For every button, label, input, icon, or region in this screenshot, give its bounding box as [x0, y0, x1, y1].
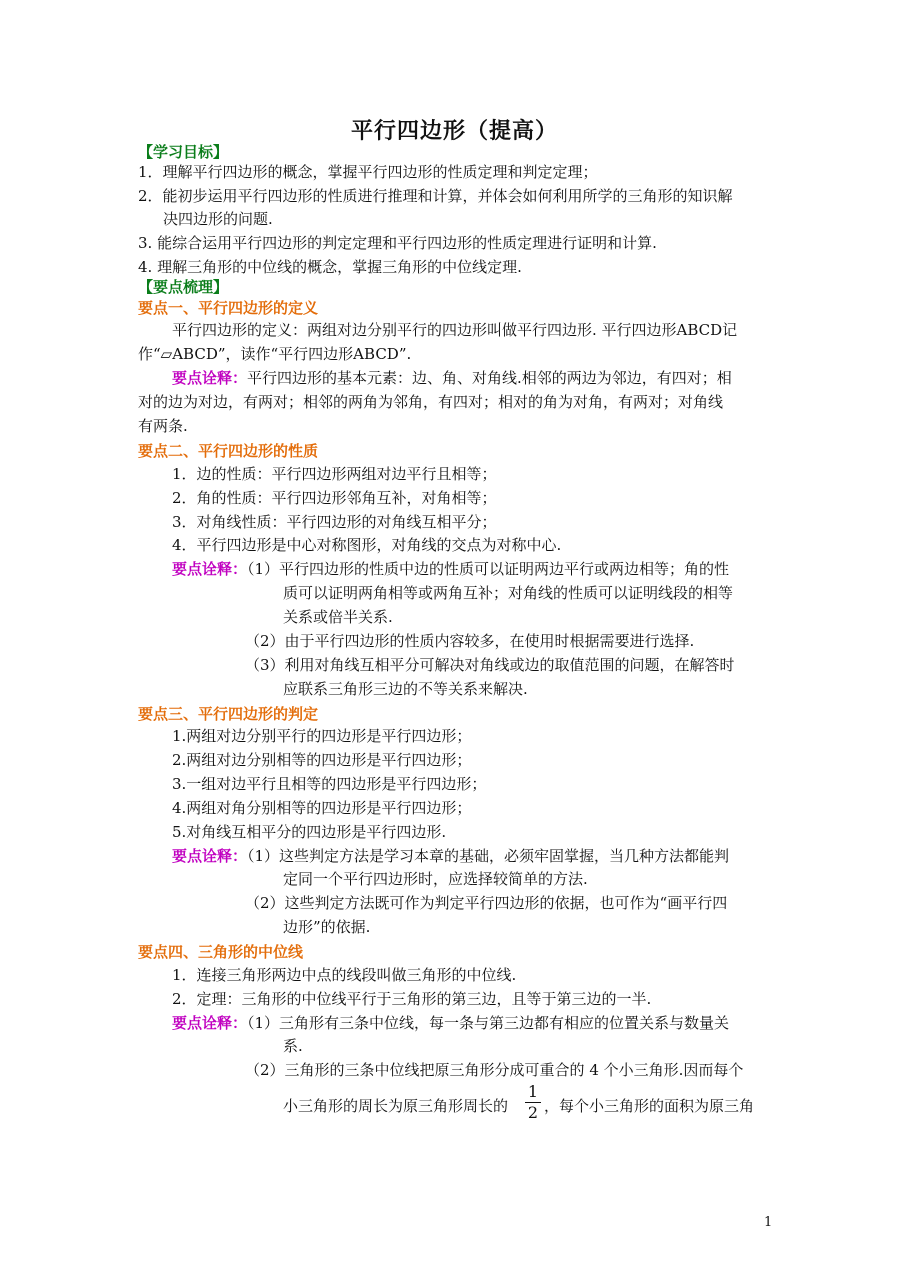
page-title: 平行四边形（提高） — [350, 118, 558, 144]
page-number: 1 — [764, 1215, 773, 1230]
note-text: 系. — [283, 1037, 303, 1055]
list-item: 2．角的性质：平行四边形邻角互补，对角相等； — [172, 489, 497, 507]
note-text: （3）利用对角线互相平分可解决对角线或边的取值范围的问题，在解答时 — [245, 656, 735, 674]
note-label: 要点诠释： — [172, 560, 248, 578]
note-text: 小三角形的周长为原三角形周长的 — [283, 1097, 509, 1115]
note-text: 平行四边形的基本元素：边、角、对角线.相邻的两边为邻边，有四对；相 — [247, 369, 732, 387]
note-text: （2）三角形的三条中位线把原三角形分成可重合的 4 个小三角形.因而每个 — [245, 1061, 744, 1079]
points-heading: 【要点梳理】 — [138, 278, 229, 296]
note-text: （1）这些判定方法是学习本章的基础，必须牢固掌握，当几种方法都能判 — [247, 847, 730, 865]
definition-text: 作“▱ABCD”，读作“平行四边形ABCD”. — [138, 345, 412, 363]
list-item: 5.对角线互相平分的四边形是平行四边形. — [172, 823, 447, 841]
list-item: 4.两组对角分别相等的四边形是平行四边形； — [172, 799, 472, 817]
fraction-denominator: 2 — [527, 1103, 539, 1122]
note-text: 有两条. — [138, 417, 188, 435]
goals-heading: 【学习目标】 — [138, 143, 229, 161]
list-item: 3.一组对边平行且相等的四边形是平行四边形； — [172, 775, 487, 793]
note-text: ，每个小三角形的面积为原三角 — [544, 1097, 755, 1115]
note-text: 应联系三角形三边的不等关系来解决. — [283, 680, 528, 698]
goal-item-continuation: 决四边形的问题. — [163, 210, 273, 228]
note-label: 要点诠释： — [172, 369, 248, 387]
section-heading: 要点三、平行四边形的判定 — [138, 705, 319, 723]
definition-text: 平行四边形的定义：两组对边分别平行的四边形叫做平行四边形. 平行四边形ABCD记 — [172, 321, 738, 339]
note-text: 对的边为对边，有两对；相邻的两角为邻角，有四对；相对的角为对角，有两对；对角线 — [138, 393, 724, 411]
list-item: 4．平行四边形是中心对称图形，对角线的交点为对称中心. — [172, 536, 562, 554]
list-item: 2．定理：三角形的中位线平行于三角形的第三边，且等于第三边的一半. — [172, 990, 652, 1008]
list-item: 1.两组对边分别平行的四边形是平行四边形； — [172, 727, 472, 745]
fraction-one-half — [525, 1083, 541, 1122]
goal-item: 1．理解平行四边形的概念，掌握平行四边形的性质定理和判定定理； — [138, 163, 598, 181]
note-text: （1）平行四边形的性质中边的性质可以证明两边平行或两边相等；角的性 — [247, 560, 730, 578]
list-item: 1．边的性质：平行四边形两组对边平行且相等； — [172, 465, 497, 483]
note-text: 边形”的依据. — [283, 918, 371, 936]
list-item: 1．连接三角形两边中点的线段叫做三角形的中位线. — [172, 966, 517, 984]
note-text: （1）三角形有三条中位线，每一条与第三边都有相应的位置关系与数量关 — [247, 1014, 730, 1032]
note-label: 要点诠释： — [172, 847, 248, 865]
fraction-numerator: 1 — [527, 1082, 539, 1101]
goal-item: 4. 理解三角形的中位线的概念，掌握三角形的中位线定理. — [138, 258, 522, 276]
list-item: 3．对角线性质：平行四边形的对角线互相平分； — [172, 513, 497, 531]
goal-item: 3. 能综合运用平行四边形的判定定理和平行四边形的性质定理进行证明和计算. — [138, 234, 657, 252]
goal-item: 2．能初步运用平行四边形的性质进行推理和计算，并体会如何利用所学的三角形的知识解 — [138, 187, 733, 205]
section-heading: 要点四、三角形的中位线 — [138, 943, 304, 961]
note-text: 关系或倍半关系. — [283, 608, 393, 626]
note-text: 质可以证明两角相等或两角互补；对角线的性质可以证明线段的相等 — [283, 584, 734, 602]
note-label: 要点诠释： — [172, 1014, 248, 1032]
note-text: （2）由于平行四边形的性质内容较多，在使用时根据需要进行选择. — [245, 632, 695, 650]
note-text: 定同一个平行四边形时，应选择较简单的方法. — [283, 870, 588, 888]
section-heading: 要点二、平行四边形的性质 — [138, 442, 319, 460]
section-heading: 要点一、平行四边形的定义 — [138, 299, 319, 317]
note-text: （2）这些判定方法既可作为判定平行四边形的依据，也可作为“画平行四 — [245, 894, 728, 912]
list-item: 2.两组对边分别相等的四边形是平行四边形； — [172, 751, 472, 769]
